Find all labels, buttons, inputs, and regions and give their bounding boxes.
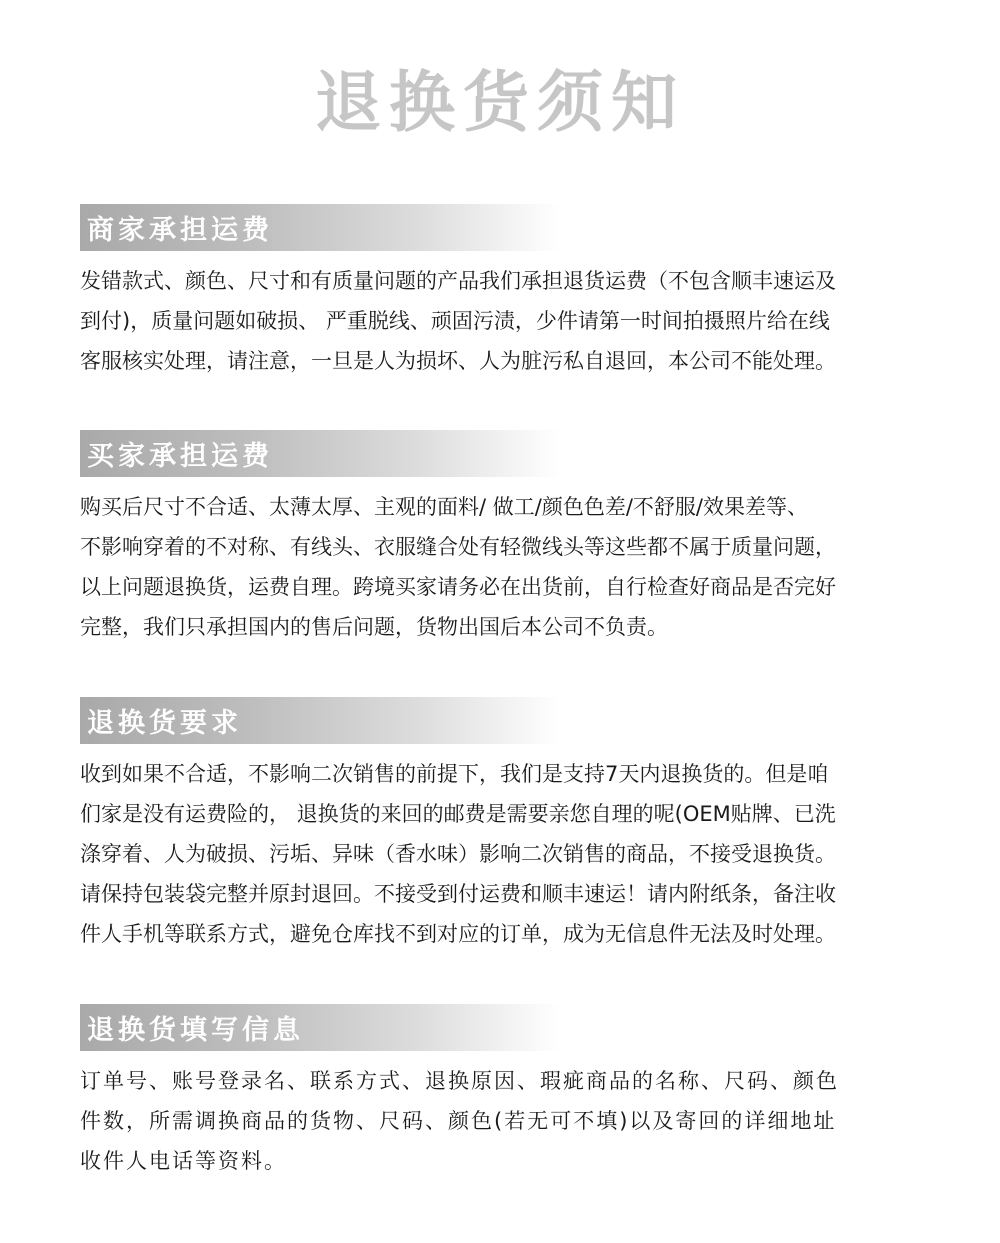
section-body xyxy=(80,754,940,954)
body-line: 请保持包装袋完整并原封退回。不接受到付运费和顺丰速运！请内附纸条，备注收 xyxy=(80,882,836,906)
body-line: 件人手机等联系方式，避免仓库找不到对应的订单，成为无信息件无法及时处理。 xyxy=(80,922,836,946)
section-merchant-shipping xyxy=(80,204,940,381)
section-return-requirements xyxy=(80,697,940,954)
section-header xyxy=(80,697,560,744)
body-line: 收件人电话等资料。 xyxy=(80,1149,287,1173)
section-body xyxy=(80,261,940,381)
section-header xyxy=(80,1004,560,1051)
section-heading: 退换货要求 xyxy=(87,708,242,739)
section-body xyxy=(80,1061,940,1181)
body-line: 到付)，质量问题如破损、 严重脱线、顽固污渍，少件请第一时间拍摄照片给在线 xyxy=(80,309,830,333)
section-return-info xyxy=(80,1004,940,1181)
body-line: 完整，我们只承担国内的售后问题，货物出国后本公司不负责。 xyxy=(80,615,668,639)
body-line: 件数，所需调换商品的货物、尺码、颜色(若无可不填)以及寄回的详细地址 xyxy=(80,1109,837,1133)
body-line: 订单号、账号登录名、联系方式、退换原因、瑕疵商品的名称、尺码、颜色 xyxy=(80,1069,839,1093)
body-line: 客服核实处理，请注意，一旦是人为损坏、人为脏污私自退回，本公司不能处理。 xyxy=(80,349,836,373)
body-line: 收到如果不合适，不影响二次销售的前提下，我们是支持7天内退换货的。但是咱 xyxy=(80,762,829,786)
section-header xyxy=(80,204,560,251)
section-header xyxy=(80,430,560,477)
body-line: 们家是没有运费险的， 退换货的来回的邮费是需要亲您自理的呢(OEM贴牌、已洗 xyxy=(80,802,836,826)
body-line: 不影响穿着的不对称、有线头、衣服缝合处有轻微线头等这些都不属于质量问题， xyxy=(80,535,836,559)
section-heading: 退换货填写信息 xyxy=(87,1015,304,1046)
body-line: 涤穿着、人为破损、污垢、异味（香水味）影响二次销售的商品，不接受退换货。 xyxy=(80,842,836,866)
section-heading: 买家承担运费 xyxy=(87,441,273,472)
section-heading: 商家承担运费 xyxy=(87,215,273,246)
body-line: 发错款式、颜色、尺寸和有质量问题的产品我们承担退货运费（不包含顺丰速运及 xyxy=(80,269,836,293)
body-line: 购买后尺寸不合适、太薄太厚、主观的面料/ 做工/颜色色差/不舒服/效果差等、 xyxy=(80,495,808,519)
body-line: 以上问题退换货，运费自理。跨境买家请务必在出货前，自行检查好商品是否完好 xyxy=(80,575,836,599)
section-body xyxy=(80,487,940,647)
page-title: 退换货须知 xyxy=(315,64,685,141)
section-buyer-shipping xyxy=(80,430,940,647)
